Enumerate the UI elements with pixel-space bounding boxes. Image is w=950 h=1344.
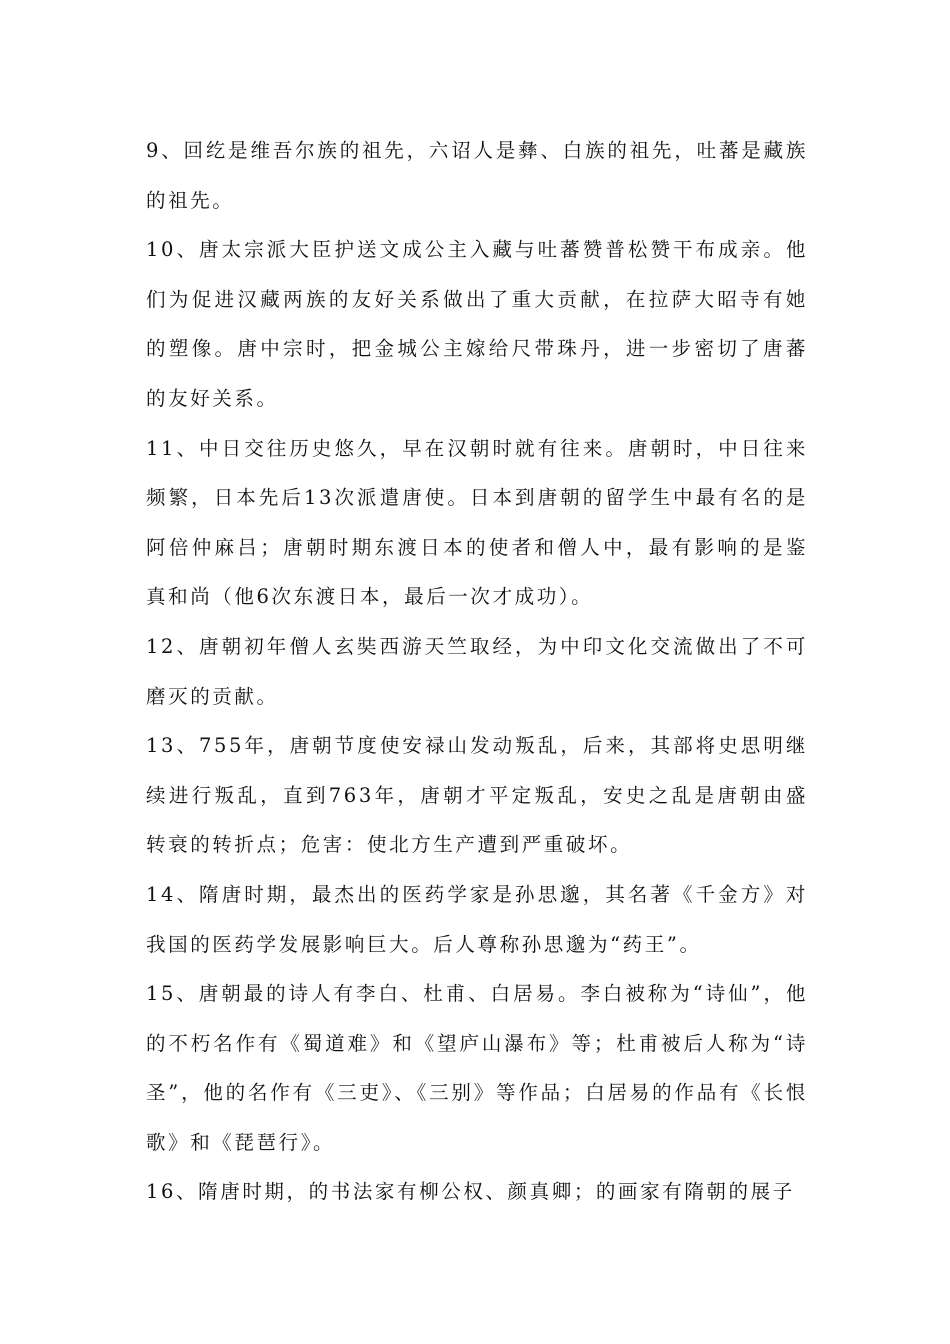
paragraph-11: 11、中日交往历史悠久，早在汉朝时就有往来。唐朝时，中日往来频繁，日本先后13次派遣唐使。日本到唐朝的留学生中最有名的是阿倍仲麻吕；唐朝时期东渡日本的使者和僧人中，最有影响的是鉴真和尚（他6次东渡日本，最后一次才成功）。	[146, 436, 808, 609]
paragraph-10: 10、唐太宗派大臣护送文成公主入藏与吐蕃赞普松赞干布成亲。他们为促进汉藏两族的友好关系做出了重大贡献，在拉萨大昭寺有她的塑像。唐中宗时，把金城公主嫁给尺带珠丹，进一步密切了唐蕃的友好关系。	[146, 238, 808, 410]
paragraph-12: 12、唐朝初年僧人玄奘西游天竺取经，为中印文化交流做出了不可磨灭的贡献。	[146, 634, 808, 708]
paragraph-14: 14、隋唐时期，最杰出的医药学家是孙思邈，其名著《千金方》对我国的医药学发展影响巨大。后人尊称孙思邈为“药王”。	[146, 882, 808, 956]
paragraph-15: 15、唐朝最的诗人有李白、杜甫、白居易。李白被称为“诗仙”，他的不朽名作有《蜀道难》和《望庐山瀑布》等；杜甫被后人称为“诗圣”，他的名作有《三吏》、《三别》等作品；白居易的作品有《长恨歌》和《琵琶行》。	[146, 982, 808, 1154]
paragraph-9: 9、回纥是维吾尔族的祖先，六诏人是彝、白族的祖先，吐蕃是藏族的祖先。	[146, 139, 808, 212]
paragraph-13: 13、755年，唐朝节度使安禄山发动叛乱，后来，其部将史思明继续进行叛乱，直到763年，唐朝才平定叛乱，安史之乱是唐朝由盛转衰的转折点；危害：使北方生产遭到严重破坏。	[146, 734, 808, 857]
paragraph-16: 16、隋唐时期，的书法家有柳公权、颜真卿；的画家有隋朝的展子	[146, 1180, 795, 1204]
document-body	[146, 126, 808, 1217]
